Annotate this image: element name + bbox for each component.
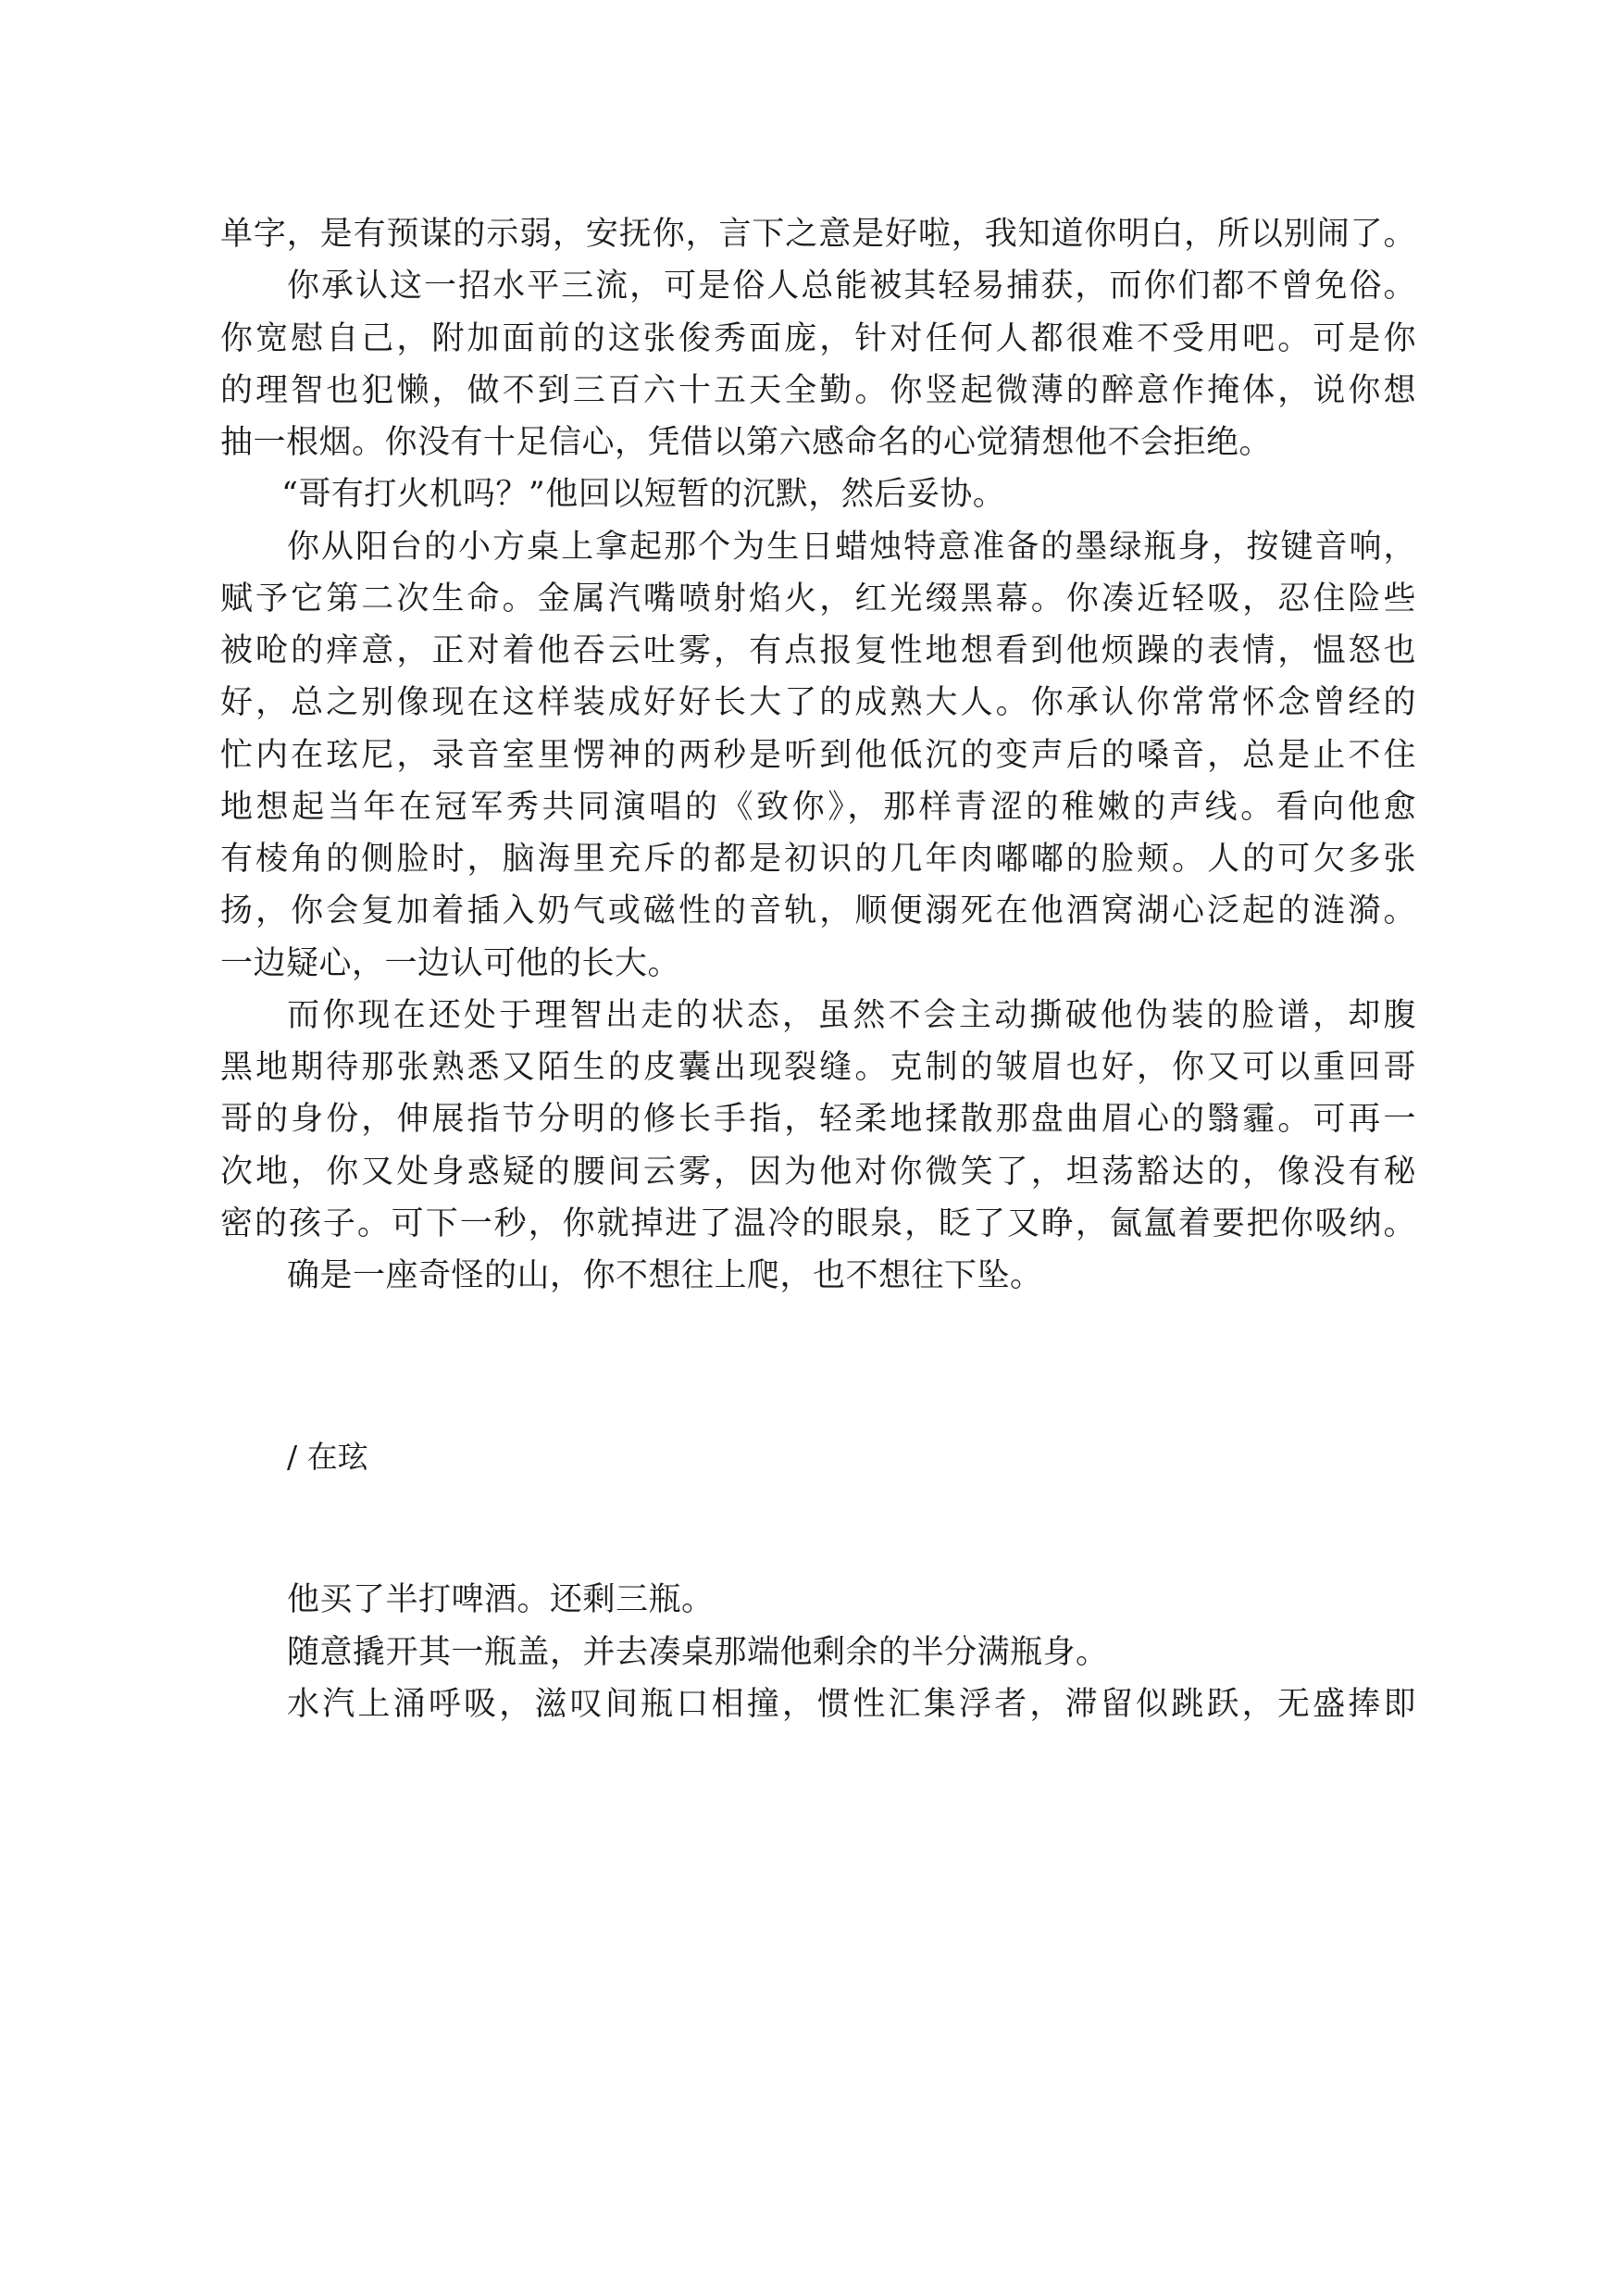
text-line: 扬，你会复加着插入奶气或磁性的音轨，顺便溺死在他酒窝湖心泛起的涟漪。	[220, 892, 1416, 930]
text-line: 确是一座奇怪的山，你不想往上爬，也不想往下坠。	[287, 1257, 1043, 1294]
text-line: 哥的身份，伸展指节分明的修长手指，轻柔地揉散那盘曲眉心的翳霾。可再一	[220, 1101, 1416, 1139]
body-text	[220, 208, 1416, 1730]
text-line: 密的孩子。可下一秒，你就掉进了温冷的眼泉，眨了又睁，氤氲着要把你吸纳。	[220, 1204, 1416, 1242]
text-line: 的理智也犯懒，做不到三百六十五天全勤。你竖起微薄的醉意作掩体，说你想	[220, 371, 1416, 409]
section-spacer	[220, 1483, 1416, 1574]
text-line: 忙内在玹尼，录音室里愣神的两秒是听到他低沉的变声后的嗓音，总是止不住	[220, 736, 1416, 774]
text-line: 好，总之别像现在这样装成好好长大了的成熟大人。你承认你常常怀念曾经的	[220, 684, 1416, 722]
section-spacer	[220, 1302, 1416, 1431]
text-line: 抽一根烟。你没有十足信心，凭借以第六感命名的心觉猜想他不会拒绝。	[220, 424, 1273, 461]
text-line: 被呛的痒意，正对着他吞云吐雾，有点报复性地想看到他烦躁的表情，愠怒也	[220, 632, 1416, 669]
text-line: 而你现在还处于理智出走的状态，虽然不会主动撕破他伪装的脸谱，却腹	[287, 996, 1416, 1034]
dialogue-line: “哥有打火机吗？”他回以短暂的沉默，然后妥协。	[281, 476, 1006, 514]
section-marker: / 在玹	[287, 1439, 368, 1476]
text-line: 水汽上涌呼吸，滋叹间瓶口相撞，惯性汇集浮者，滞留似跳跃，无盛捧即	[287, 1685, 1416, 1723]
text-line: 单字，是有预谋的示弱，安抚你，言下之意是好啦，我知道你明白，所以别闹了。	[220, 216, 1416, 253]
text-line: 赋予它第二次生命。金属汽嘴喷射焰火，红光缀黑幕。你凑近轻吸，忍住险些	[220, 580, 1416, 618]
text-line: 你承认这一招水平三流，可是俗人总能被其轻易捕获，而你们都不曾免俗。	[287, 268, 1416, 306]
text-line: 有棱角的侧脸时，脑海里充斥的都是初识的几年肉嘟嘟的脸颊。人的可欠多张	[220, 841, 1416, 878]
text-line: 随意撬开其一瓶盖，并去凑桌那端他剩余的半分满瓶身。	[287, 1633, 1109, 1671]
text-line: 你从阳台的小方桌上拿起那个为生日蜡烛特意准备的墨绿瓶身，按键音响，	[287, 528, 1416, 566]
text-line: 一边疑心，一边认可他的长大。	[220, 944, 681, 982]
text-line: 他买了半打啤酒。还剩三瓶。	[287, 1581, 715, 1619]
text-line: 你宽慰自己，附加面前的这张俊秀面庞，针对任何人都很难不受用吧。可是你	[220, 319, 1416, 357]
text-line: 次地，你又处身惑疑的腰间云雾，因为他对你微笑了，坦荡豁达的，像没有秘	[220, 1153, 1416, 1191]
text-line: 黑地期待那张熟悉又陌生的皮囊出现裂缝。克制的皱眉也好，你又可以重回哥	[220, 1049, 1416, 1086]
text-line: 地想起当年在冠军秀共同演唱的《致你》，那样青涩的稚嫩的声线。看向他愈	[220, 788, 1416, 826]
